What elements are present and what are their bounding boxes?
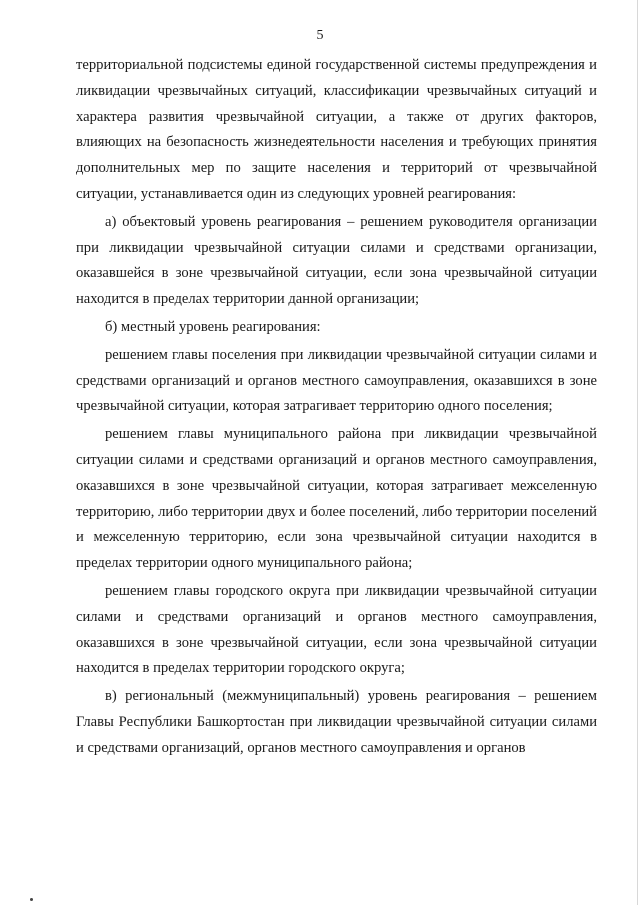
scan-edge-line (637, 0, 638, 905)
page-number: 5 (316, 28, 324, 43)
paragraph-city-district-head: решением главы городского округа при ликвидации чрезвычайной ситуации силами и средствами организаций и органов местного самоуправления, оказавшихся в зоне чрезвычайной ситуации, если зона чрезвычайной ситуации находится в пределах территории городского округа; (76, 582, 597, 677)
paragraph-local-level-heading: б) местный уровень реагирования: (105, 318, 321, 335)
paragraph-object-level: а) объектовый уровень реагирования – решением руководителя организации при ликвидации чрезвычайной ситуации силами и средствами организации, оказавшейся в зоне чрезвычайной ситуации, если зона чрезвычайной ситуации находится в пределах территории данной организации; (76, 213, 597, 308)
paragraph-intro: территориальной подсистемы единой государственной системы предупреждения и ликвидации чрезвычайных ситуаций, классификации чрезвычайных ситуаций и характера развития чрезвычайной ситуации, а также от других факторов, влияющих на безопасность жизнедеятельности населения и требующих принятия дополнительных мер по защите населения и территорий от чрезвычайной ситуации, устанавливается один из следующих уровней реагирования: (76, 57, 597, 202)
paragraph-settlement-head: решением главы поселения при ликвидации чрезвычайной ситуации силами и средствами организаций и органов местного самоуправления, оказавшихся в зоне чрезвычайной ситуации, которая затрагивает территорию одного поселения; (76, 346, 597, 415)
paragraph-regional-level: в) региональный (межмуниципальный) уровень реагирования – решением Главы Республики Башкортостан при ликвидации чрезвычайной ситуации силами и средствами организаций, органов местного самоуправления и органов (76, 688, 597, 756)
body-text (76, 53, 597, 762)
scan-speck (30, 898, 33, 901)
paragraph-district-head: решением главы муниципального района при ликвидации чрезвычайной ситуации силами и средствами организаций и органов местного самоуправления, оказавшихся в зоне чрезвычайной ситуации, которая затрагивает межселенную территорию, либо территории двух и более поселений, либо территории поселений и межселенную территорию, если зона чрезвычайной ситуации находится в пределах территории одного муниципального района; (76, 426, 597, 572)
